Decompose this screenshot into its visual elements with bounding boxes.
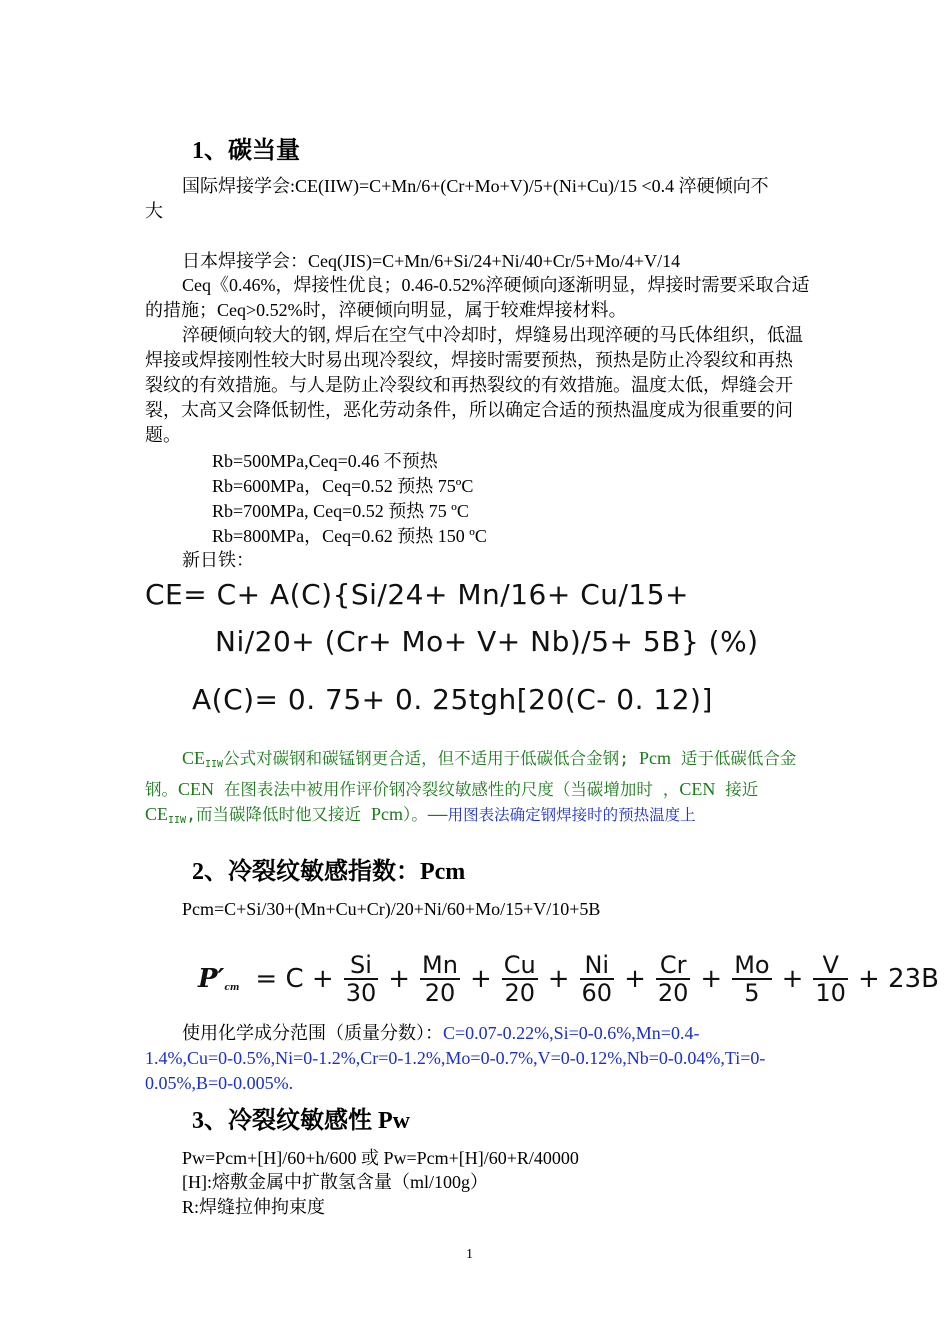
ce-note-paragraph: $CE_{IIW}$公式对碳钢和碳锰钢更合适，但不适用于低碳低合金钢; Pcm 适于低碳低合金钢。CEN 在图表法中被用作评价钢冷裂纹敏感性的尺度（当碳增加时 ，CEN 接近 $CE_{IIW}$,而当碳降低时他又接近 Pcm）。——用图表法确定钢焊接时的预热温度上 — [145, 748, 797, 826]
pcm-fraction — [420, 952, 460, 1006]
hydrogen-definition: [H]:熔敷金属中扩散氢含量（ml/100g） — [182, 1172, 488, 1192]
pcm-lhs: $P'_{cm}$ — [198, 964, 240, 994]
jis-formula: 日本焊接学会：Ceq(JIS)=C+Mn/6+Si/24+Ni/40+Cr/5+Mo/4+V/14 — [182, 251, 681, 271]
restraint-definition: R:焊缝拉伸拘束度 — [182, 1197, 326, 1217]
rb-line-600: Rb=600MPa，Ceq=0.52 预热 75ºC — [212, 476, 474, 496]
pcm-fraction — [344, 952, 379, 1006]
fraction-numerator: Si — [344, 952, 379, 980]
hardening-paragraph: 淬硬倾向较大的钢, 焊后在空气中冷却时，焊缝易出现淬硬的马氏体组织，低温焊接或焊接刚性较大时易出现冷裂纹，焊接时需要预热，预热是防止冷裂纹和再热裂纹的有效措施。与人是防止冷裂纹和再热裂纹的有效措施。温度太低，焊缝会开裂，太高又会降低韧性，恶化劳动条件，所以确定合适的预热温度成为很重要的问题。 — [145, 325, 803, 445]
plus-operator: + — [547, 964, 570, 994]
ac-formula: A(C)= 0. 75+ 0. 25tgh[20(C- 0. 12)] — [192, 683, 713, 716]
fraction-numerator: Cu — [503, 951, 536, 979]
pcm-fractions — [342, 951, 850, 1007]
fraction-denominator: 10 — [815, 979, 846, 1007]
pcm-fraction — [502, 952, 538, 1006]
pcm-tail: + 23B — [857, 964, 939, 994]
fraction-denominator: 60 — [581, 979, 613, 1007]
ceq-paragraph: Ceq《0.46%，焊接性优良；0.46-0.52%淬硬倾向逐渐明显，焊接时需要采取合适的措施；Ceq>0.52%时，淬硬倾向明显，属于较难焊接材料。 — [145, 275, 810, 320]
pcm-equals-c: = C + — [255, 964, 334, 994]
pcm-fraction — [580, 952, 615, 1006]
section-2-heading: 2、冷裂纹敏感指数：Pcm — [192, 859, 466, 885]
pcm-fraction — [732, 952, 771, 1006]
fraction-numerator: Ni — [580, 952, 615, 980]
fraction-denominator: 20 — [504, 979, 535, 1007]
iiw-formula-line2: 大 — [145, 201, 163, 221]
page-number: 1 — [466, 1247, 473, 1262]
section-1-heading: 1、碳当量 — [192, 138, 300, 164]
fraction-numerator: Cr — [656, 952, 691, 980]
plus-operator: + — [781, 964, 804, 994]
pcm-formula-text: Pcm=C+Si/30+(Mn+Cu+Cr)/20+Ni/60+Mo/15+V/10+5B — [182, 899, 601, 919]
section-3-heading: 3、冷裂纹敏感性 Pw — [192, 1108, 410, 1134]
fraction-numerator: V — [813, 952, 848, 980]
rb-line-500: Rb=500MPa,Ceq=0.46 不预热 — [212, 451, 438, 471]
ce-formula-line1: CE= C+ A(C){Si/24+ Mn/16+ Cu/15+ — [145, 578, 690, 611]
plus-operator: + — [700, 964, 723, 994]
fraction-numerator: Mo — [734, 951, 770, 979]
fraction-denominator: 30 — [345, 979, 377, 1007]
pw-formula: Pw=Pcm+[H]/60+h/600 或 Pw=Pcm+[H]/60+R/40000 — [182, 1148, 579, 1168]
fraction-denominator: 5 — [744, 979, 760, 1007]
plus-operator: + — [624, 964, 646, 994]
iiw-formula-line1: 国际焊接学会:CE(IIW)=C+Mn/6+(Cr+Mo+V)/5+(Ni+Cu)/15 <0.4 淬硬倾向不 — [182, 176, 769, 196]
pcm-fraction — [656, 952, 691, 1006]
composition-range-paragraph: 使用化学成分范围（质量分数）：C=0.07-0.22%,Si=0-0.6%,Mn=0.4- 1.4%,Cu=0-0.5%,Ni=0-1.2%,Cr=0-1.2%,Mo=0-0.7%,V=0-0.12%,Nb=0-0.04%,Ti=0- 0.05%,B=0-0.005%. — [145, 1023, 766, 1093]
fraction-denominator: 20 — [657, 979, 689, 1007]
preheat-chart-link[interactable]: 用图表法确定钢焊接时的预热温度上 — [447, 806, 696, 824]
fraction-numerator: Mn — [422, 951, 458, 979]
ce-formula-line2: Ni/20+ (Cr+ Mo+ V+ Nb)/5+ 5B} (%) — [215, 625, 759, 658]
nippon-steel-label: 新日铁： — [182, 550, 254, 570]
pcm-formula-image — [198, 952, 947, 1006]
pcm-fraction — [813, 952, 848, 1006]
fraction-denominator: 20 — [424, 979, 456, 1007]
plus-operator: + — [469, 964, 492, 994]
plus-operator: + — [388, 964, 411, 994]
rb-line-800: Rb=800MPa，Ceq=0.62 预热 150 ºC — [212, 526, 487, 546]
rb-line-700: Rb=700MPa, Ceq=0.52 预热 75 ºC — [212, 501, 469, 521]
